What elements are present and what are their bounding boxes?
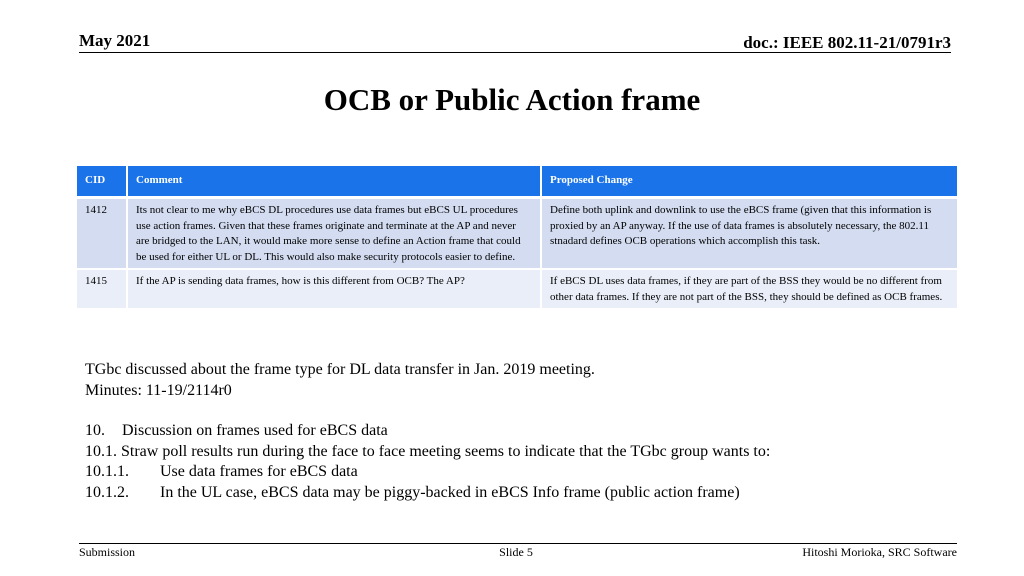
table-row [77, 198, 957, 270]
item-number: 10.1.1. [85, 463, 129, 480]
footer-author: Hitoshi Morioka, SRC Software [802, 545, 957, 559]
cell-cid: 1412 [77, 198, 127, 270]
column-header-comment: Comment [127, 166, 541, 198]
footer-submission: Submission [79, 545, 136, 559]
column-header-proposed-change: Proposed Change [541, 166, 957, 198]
straw-poll-line: 10.1. Straw poll results run during the face to face meeting seems to indicate that the TGbc group wants to: [85, 442, 771, 460]
section-number: 10. [85, 422, 105, 439]
cell-comment: Its not clear to me why eBCS DL procedures use data frames but eBCS UL procedures use action frames. Given that these frames originate and terminate at the AP and never are bridged to the LAN, it would make more sense to define an Action frame that could be used for either UL or DL. This would also make security protocols easier to define. [127, 198, 541, 270]
section-title: Discussion on frames used for eBCS data [122, 422, 388, 439]
cell-proposed-change: Define both uplink and downlink to use the eBCS frame (given that this information is proxied by an AP anyway. If the use of data frames is absolutely necessary, the 802.11 stnadard defines OCB operations which accomplish this task. [541, 198, 957, 270]
section-heading [85, 421, 955, 442]
slide-title: OCB or Public Action frame [323, 82, 701, 117]
column-header-cid: CID [77, 166, 127, 198]
footer-divider [79, 543, 957, 544]
item-text: In the UL case, eBCS data may be piggy-backed in eBCS Info frame (public action frame) [160, 483, 740, 501]
footer-slide-number: Slide 5 [499, 545, 533, 559]
intro-line: TGbc discussed about the frame type for DL data transfer in Jan. 2019 meeting. [85, 361, 595, 378]
header-divider [79, 52, 951, 53]
minutes-line: Minutes: 11-19/2114r0 [85, 381, 232, 399]
header-date: May 2021 [79, 31, 151, 50]
header-doc-id: doc.: IEEE 802.11-21/0791r3 [743, 33, 951, 52]
list-item [85, 483, 955, 504]
item-text: Use data frames for eBCS data [160, 463, 358, 480]
body-text [85, 360, 955, 503]
table-header-row [77, 166, 957, 198]
table-row [77, 269, 957, 309]
comment-table [77, 166, 957, 310]
cell-comment: If the AP is sending data frames, how is this different from OCB? The AP? [127, 269, 541, 309]
item-number: 10.1.2. [85, 483, 129, 501]
list-item [85, 462, 955, 483]
cell-cid: 1415 [77, 269, 127, 309]
cell-proposed-change: If eBCS DL uses data frames, if they are part of the BSS they would be no different from other data frames. If they are not part of the BSS, they should be defined as OCB frames. [541, 269, 957, 309]
